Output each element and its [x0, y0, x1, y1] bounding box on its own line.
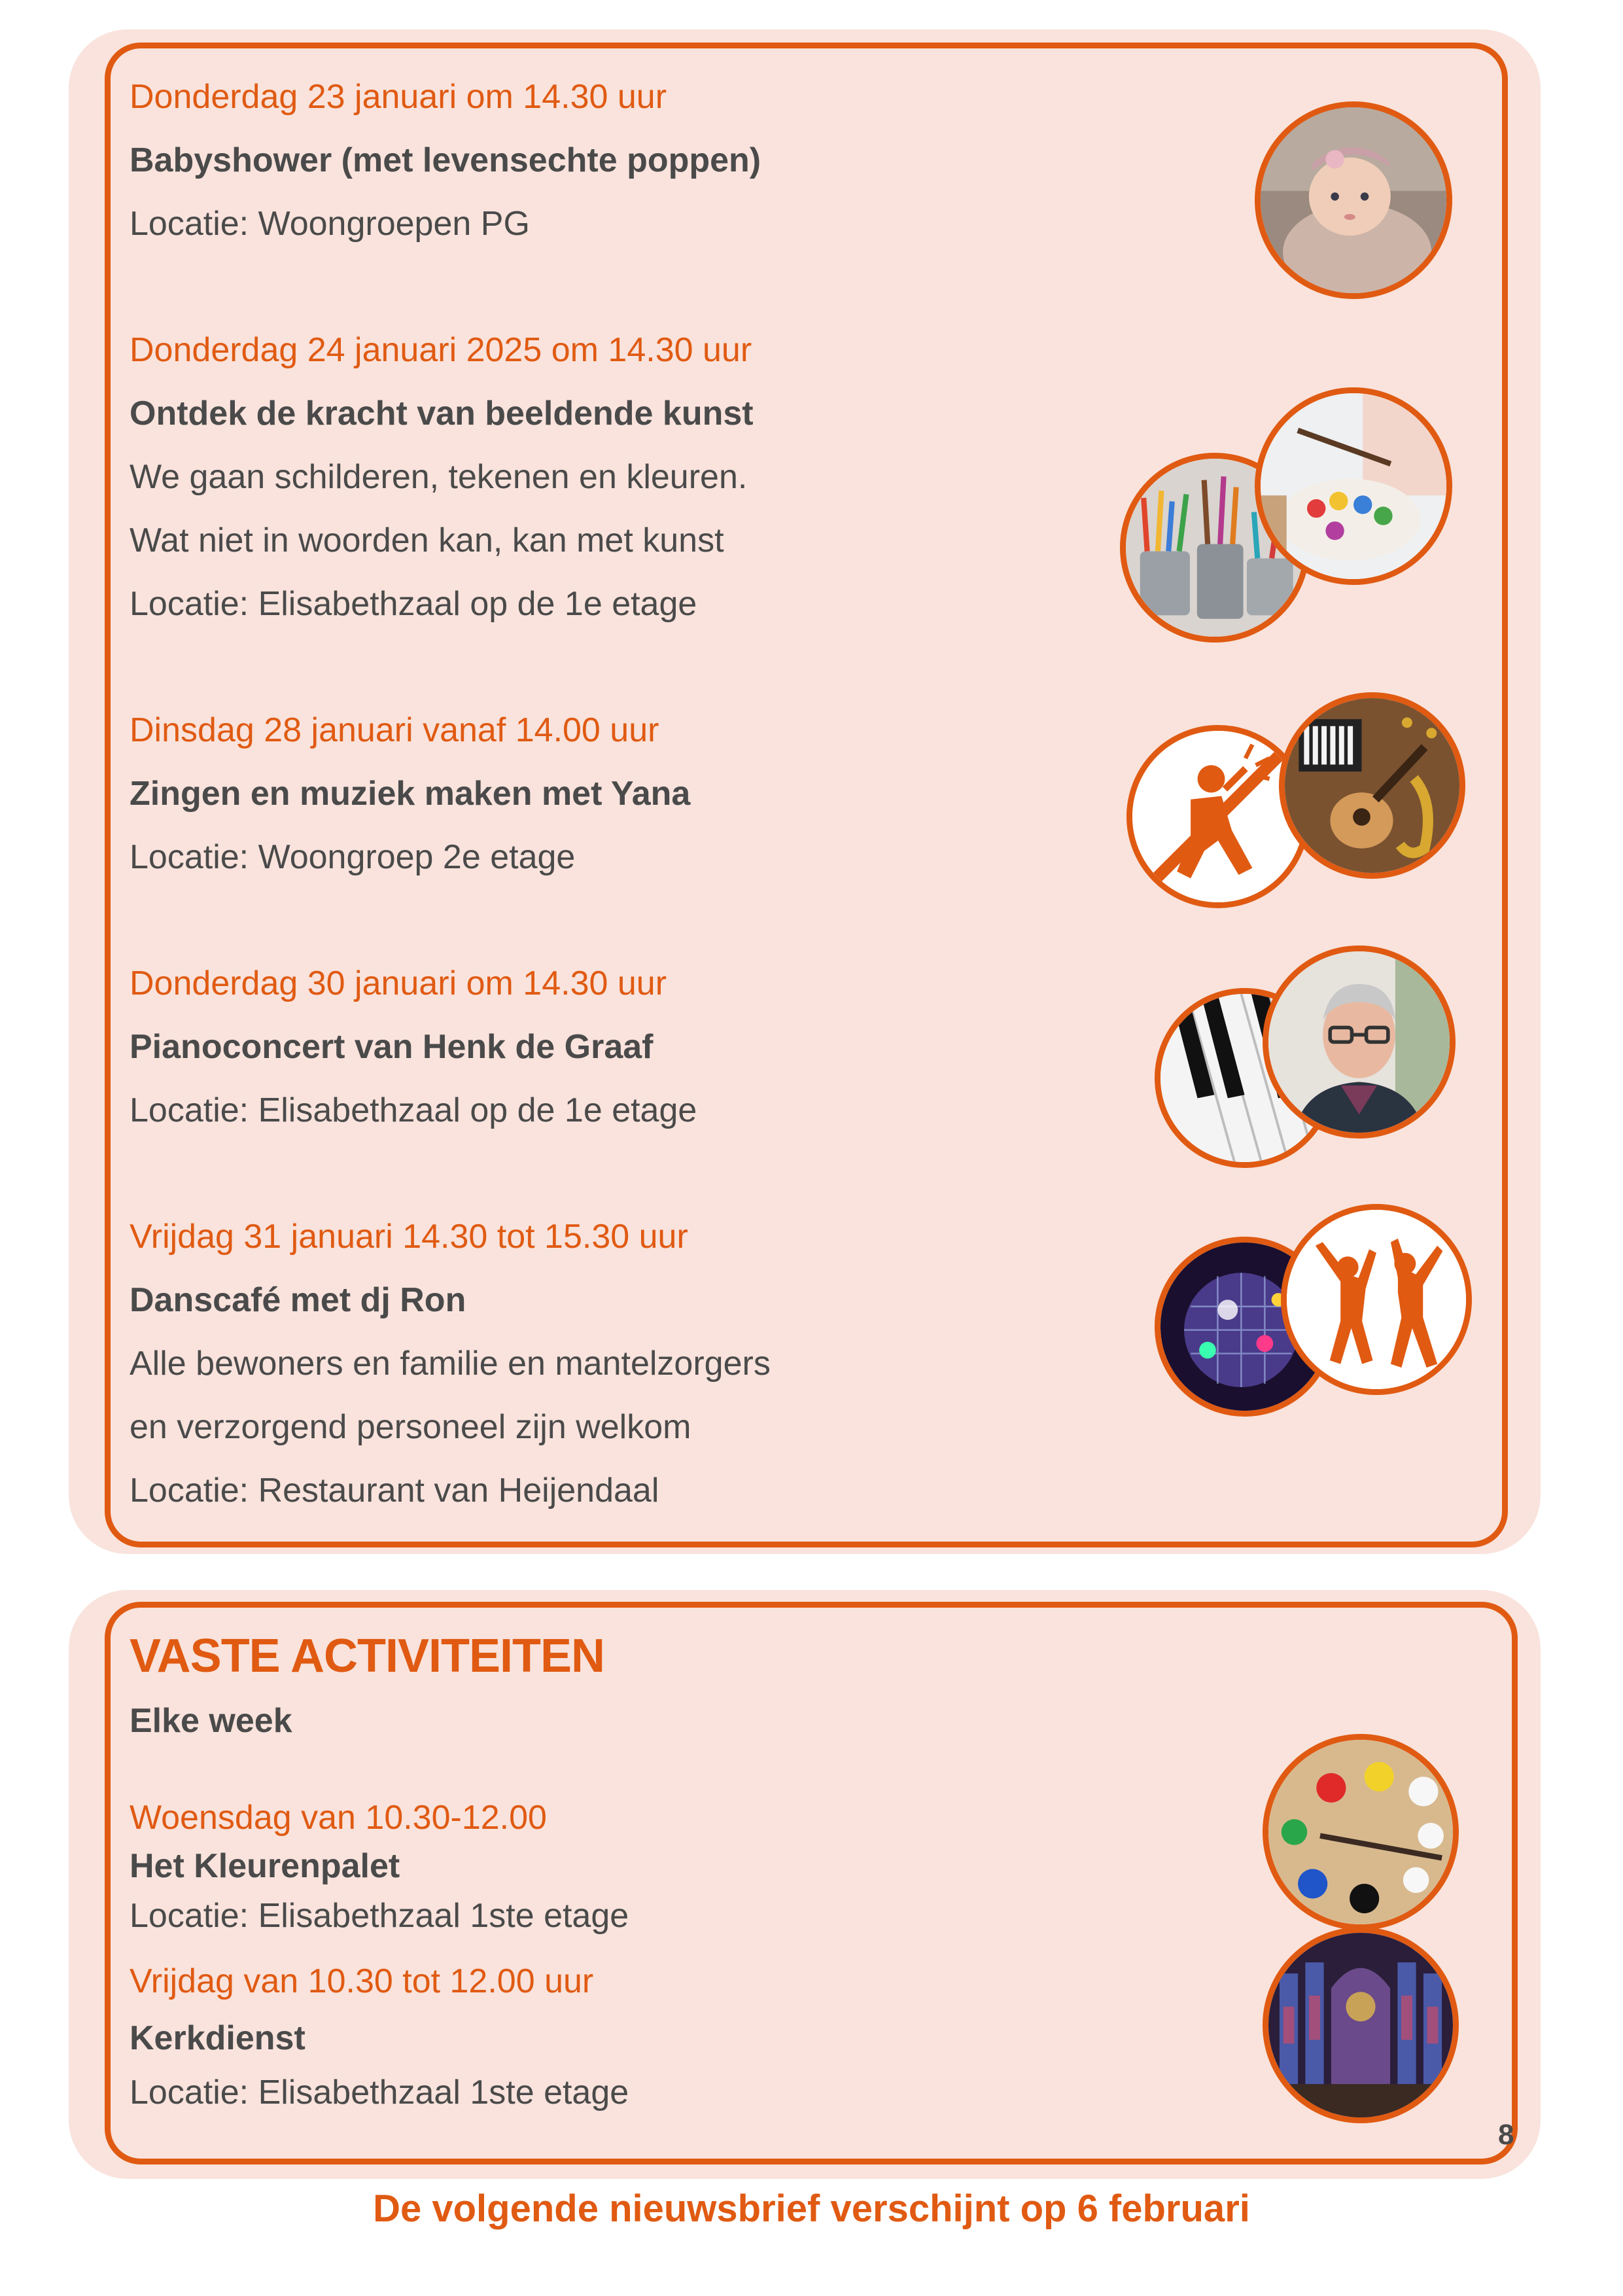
vaste-subheading: Elke week: [130, 1702, 292, 1740]
event-5-location: Locatie: Restaurant van Heijendaal: [130, 1472, 659, 1510]
event-1-date: Donderdag 23 januari om 14.30 uur: [130, 78, 667, 116]
event-5-line-1: Alle bewoners en familie en mantelzorgers: [130, 1345, 771, 1383]
event-3-date: Dinsdag 28 januari vanaf 14.00 uur: [130, 711, 659, 749]
event-2-location: Locatie: Elisabethzaal op de 1e etage: [130, 585, 697, 623]
event-2-date: Donderdag 24 januari 2025 om 14.30 uur: [130, 331, 752, 369]
vaste-item-2-location: Locatie: Elisabethzaal 1ste etage: [130, 2074, 629, 2111]
instruments-photo: [1279, 692, 1465, 879]
painting-palette-photo: [1255, 387, 1452, 585]
dancers-pictogram: [1281, 1204, 1472, 1395]
event-1-title: Babyshower (met levensechte poppen): [130, 141, 761, 179]
event-4-location: Locatie: Elisabethzaal op de 1e etage: [130, 1091, 697, 1129]
baby-doll-photo: [1255, 101, 1452, 299]
event-4-title: Pianoconcert van Henk de Graaf: [130, 1028, 654, 1066]
page-number: 8: [1498, 2119, 1514, 2151]
footer-announcement: De volgende nieuwsbrief verschijnt op 6 februari: [373, 2187, 1250, 2230]
event-1-location: Locatie: Woongroepen PG: [130, 205, 530, 243]
event-2-title: Ontdek de kracht van beeldende kunst: [130, 395, 754, 433]
event-2-line-1: We gaan schilderen, tekenen en kleuren.: [130, 458, 748, 496]
vaste-item-2-date: Vrijdag van 10.30 tot 12.00 uur: [130, 1962, 594, 2000]
event-2-line-2: Wat niet in woorden kan, kan met kunst: [130, 521, 724, 559]
event-4-date: Donderdag 30 januari om 14.30 uur: [130, 964, 667, 1002]
cathedral-interior-photo: [1263, 1927, 1459, 2123]
vaste-item-2-title: Kerkdienst: [130, 2019, 305, 2057]
event-3-location: Locatie: Woongroep 2e etage: [130, 838, 576, 876]
singing-pictogram: [1126, 725, 1310, 908]
event-5-line-2: en verzorgend personeel zijn welkom: [130, 1408, 691, 1446]
pianist-portrait-photo: [1263, 945, 1456, 1139]
event-5-date: Vrijdag 31 januari 14.30 tot 15.30 uur: [130, 1218, 688, 1256]
event-3-title: Zingen en muziek maken met Yana: [130, 775, 691, 813]
vaste-item-1-title: Het Kleurenpalet: [130, 1847, 400, 1885]
event-5-title: Danscafé met dj Ron: [130, 1281, 466, 1319]
vaste-heading: VASTE ACTIVITEITEN: [130, 1630, 605, 1682]
vaste-item-1-location: Locatie: Elisabethzaal 1ste etage: [130, 1897, 629, 1935]
paint-palette-photo: [1263, 1734, 1459, 1930]
vaste-item-1-date: Woensdag van 10.30-12.00: [130, 1799, 547, 1837]
